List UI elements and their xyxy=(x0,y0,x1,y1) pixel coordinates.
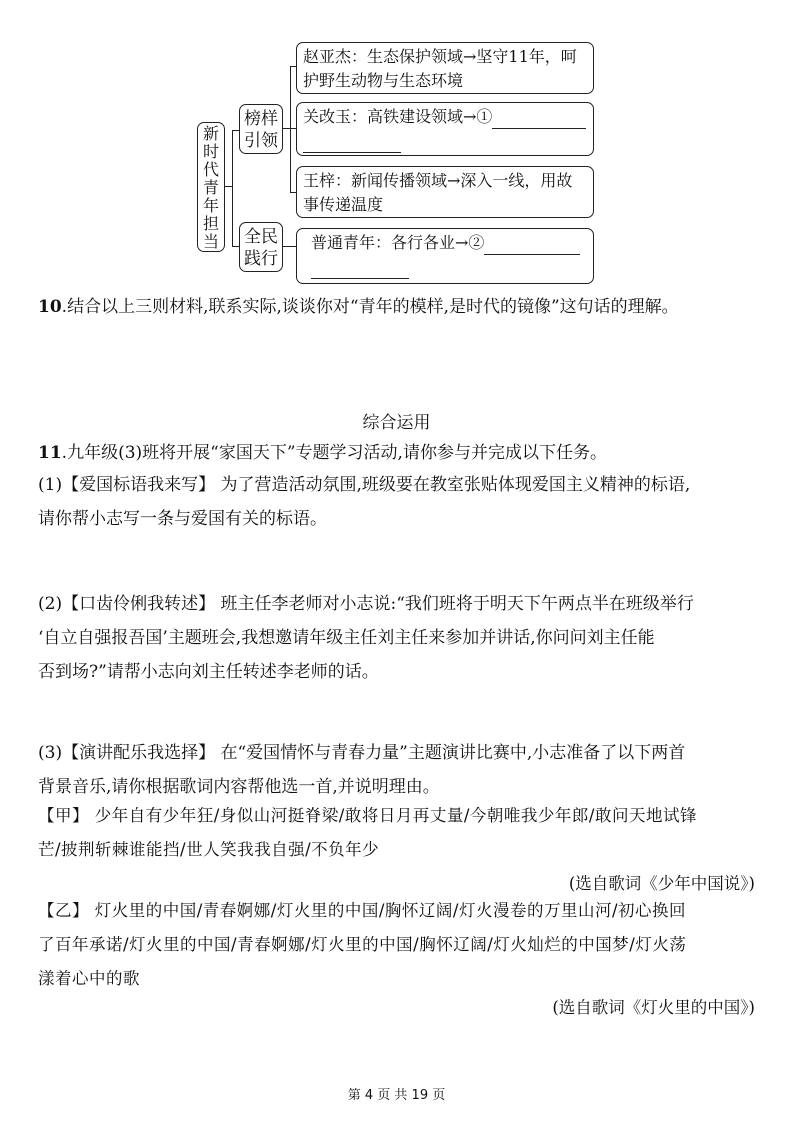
lyric-yi-source: (选自歌词《灯火里的中国》) xyxy=(552,998,755,1017)
item-ordinary-youth: 普通青年：各行各业→② xyxy=(296,228,594,284)
q11-part2: (2)【口齿伶俐我转述】 班主任李老师对小志说:“我们班将于明天下午两点半在班级举行 ‘自立自强报吾国’主题班会,我想邀请年级主任刘主任来参加并讲话,你问问刘主任能 否到场?”请帮小志向刘主任转述李老师的话。 xyxy=(38,594,694,682)
item-zhao-yajie: 赵亚杰：生态保护领域→坚守11年，呵 护野生动物与生态环境 xyxy=(296,42,594,94)
q11-part1: (1)【爱国标语我来写】 为了营造活动氛围,班级要在教室张贴体现爱国主义精神的标语, 请你帮小志写一条与爱国有关的标语。 xyxy=(38,475,691,529)
root-label: 新时代青年担当 xyxy=(202,124,219,251)
page-footer: 第 4 页 共 19 页 xyxy=(347,1088,446,1103)
question-10: 10.结合以上三则材料,联系实际,谈谈你对“青年的模样,是时代的镜像”这句话的理解。 xyxy=(38,297,679,317)
q11-part3: (3)【演讲配乐我选择】 在“爱国情怀与青春力量”主题演讲比赛中,小志准备了以下两首 背景音乐,请你根据歌词内容帮他选一首,并说明理由。 xyxy=(38,743,686,797)
question-11-intro: 11.九年级(3)班将开展“家国天下”专题学习活动,请你参与并完成以下任务。 xyxy=(38,443,607,463)
root-box xyxy=(197,122,225,252)
lyric-yi: 【乙】 灯火里的中国/青春婀娜/灯火里的中国/胸怀辽阔/灯火漫卷的万里山河/初心换回 了百年承诺/灯火里的中国/青春婀娜/灯火里的中国/胸怀辽阔/灯火灿烂的中国梦/灯火荡 漾着心中的歌 xyxy=(38,901,687,988)
branch-role-model-box xyxy=(239,104,283,154)
section-title: 综合运用 xyxy=(362,413,431,433)
lyric-jia: 【甲】 少年自有少年狂/身似山河挺脊梁/敢将日月再丈量/今朝唯我少年郎/敢问天地试锋 芒/披荆斩棘谁能挡/世人笑我我自强/不负年少 xyxy=(38,806,697,859)
item-guan-gaiyu: 关改玉：高铁建设领域→① xyxy=(296,102,594,156)
lyric-jia-source: (选自歌词《少年中国说》) xyxy=(568,874,755,893)
item-wang-zi: 王梓：新闻传播领域→深入一线，用故 事传递温度 xyxy=(296,166,594,218)
branch-role-model-label: 榜样引领 xyxy=(244,109,278,151)
branch-practice-label: 全民践行 xyxy=(244,227,278,269)
branch-practice-box xyxy=(239,222,283,272)
